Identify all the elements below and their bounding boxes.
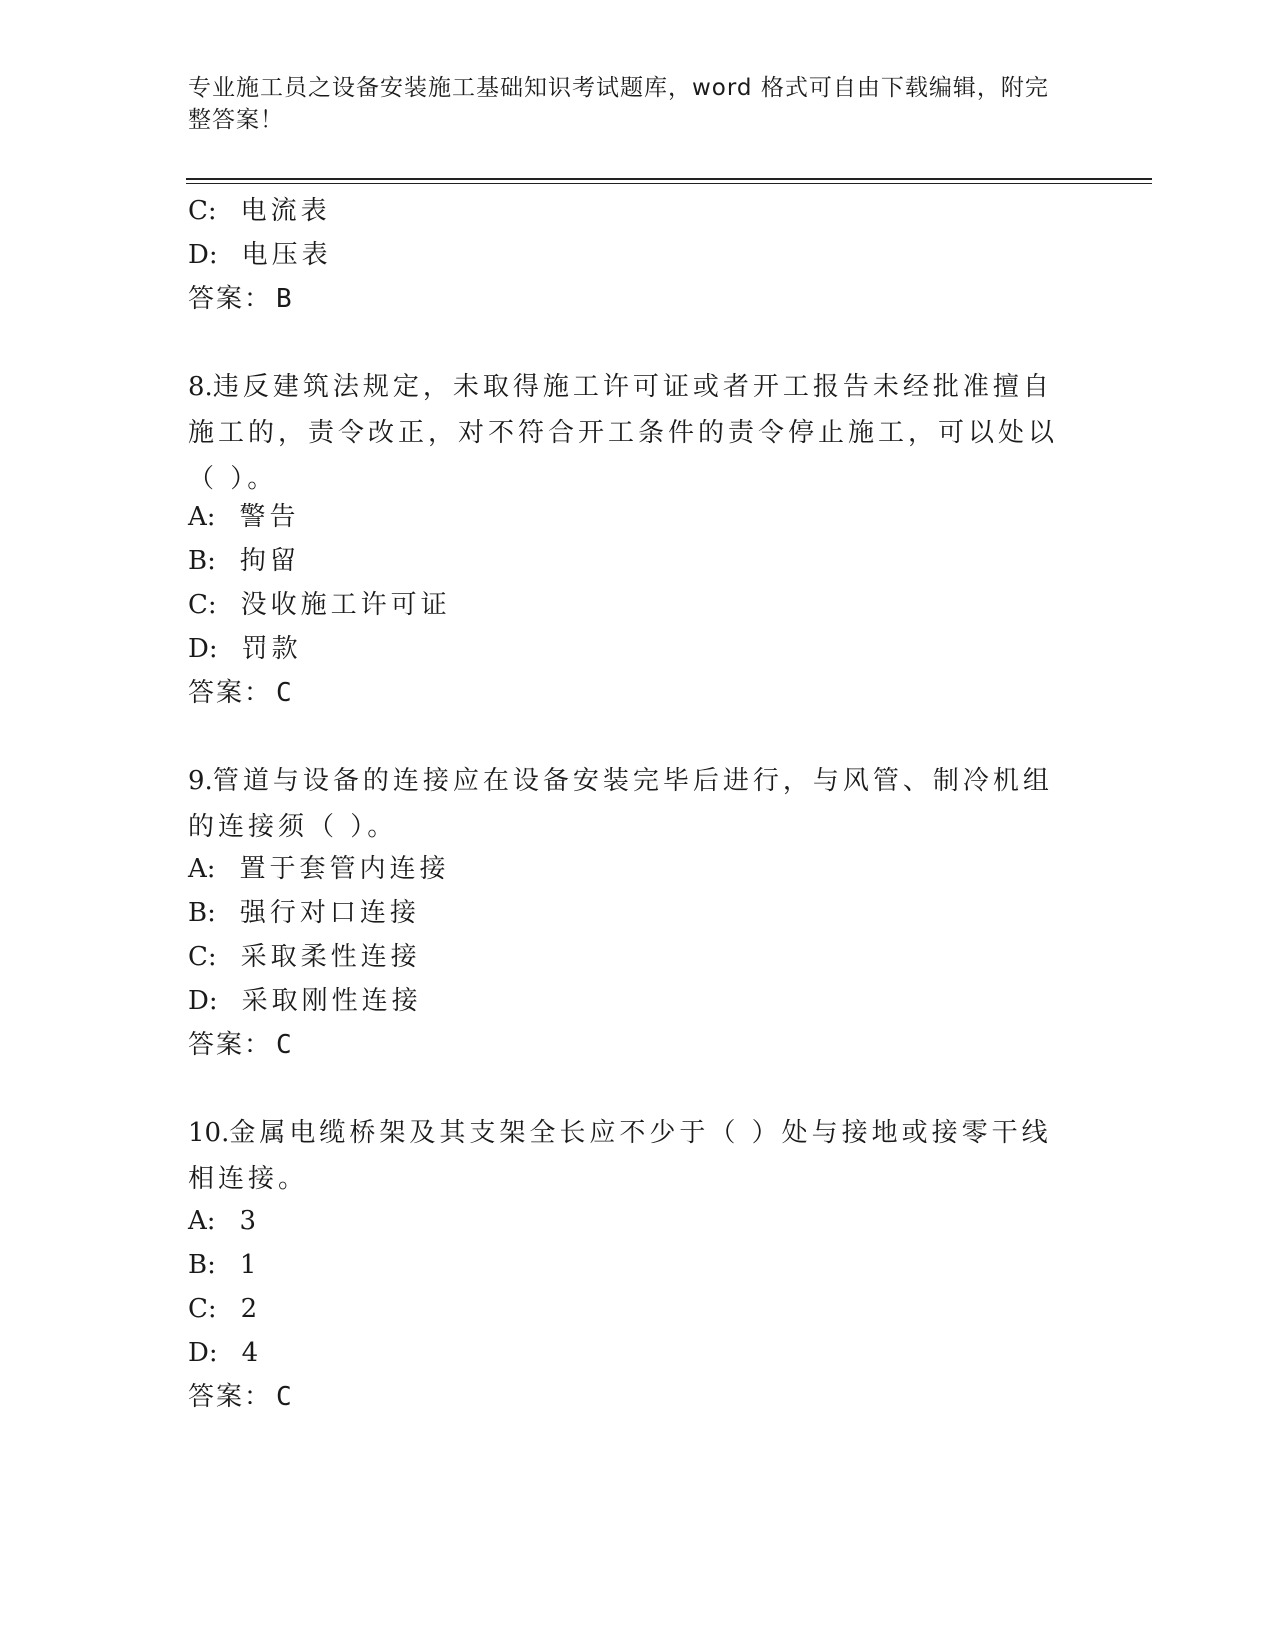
answer-value: C bbox=[276, 1030, 294, 1060]
question-text: 管道与设备的连接应在设备安装完毕后进行，与风管、制冷机组的连接须（ ）。 bbox=[188, 766, 1053, 842]
answer-value: C bbox=[276, 1382, 294, 1412]
document-header-title: 专业施工员之设备安装施工基础知识考试题库，word 格式可自由下载编辑，附完整答案！ bbox=[188, 75, 1049, 133]
option-d bbox=[188, 978, 422, 1024]
option-letter: C: bbox=[188, 1294, 217, 1324]
option-letter: A: bbox=[188, 854, 216, 884]
option-letter: B: bbox=[188, 1250, 216, 1280]
option-letter: D: bbox=[188, 1338, 218, 1368]
option-letter: A: bbox=[188, 502, 216, 532]
option-letter: C: bbox=[188, 590, 217, 620]
option-b bbox=[188, 538, 300, 584]
header-rule-thick bbox=[186, 178, 1152, 180]
option-text: 电流表 bbox=[240, 196, 331, 226]
answer-line bbox=[188, 276, 294, 322]
option-d bbox=[188, 1330, 258, 1376]
question-number: 8. bbox=[188, 372, 213, 402]
option-d bbox=[188, 232, 332, 278]
answer-line bbox=[188, 1374, 294, 1420]
option-letter: A: bbox=[188, 1206, 216, 1236]
answer-label: 答案： bbox=[188, 1030, 273, 1060]
option-a bbox=[188, 1198, 256, 1244]
option-letter: C: bbox=[188, 942, 217, 972]
option-text: 采取刚性连接 bbox=[241, 986, 422, 1016]
option-b bbox=[188, 890, 420, 936]
option-text: 置于套管内连接 bbox=[239, 854, 450, 884]
answer-label: 答案： bbox=[188, 1382, 273, 1412]
option-c bbox=[188, 188, 331, 234]
question-text: 违反建筑法规定，未取得施工许可证或者开工报告未经批准擅自施工的，责令改正，对不符合开工条件的责令停止施工，可以处以（ ）。 bbox=[188, 372, 1059, 494]
answer-line bbox=[188, 670, 294, 716]
question-number: 9. bbox=[188, 766, 213, 796]
answer-value: C bbox=[276, 678, 294, 708]
question-number: 10. bbox=[188, 1118, 230, 1148]
option-letter: C: bbox=[188, 196, 217, 226]
option-text: 拘留 bbox=[239, 546, 300, 576]
option-text: 2 bbox=[240, 1294, 258, 1324]
question-10 bbox=[188, 1110, 1058, 1202]
option-letter: D: bbox=[188, 240, 218, 270]
header-rule-thin bbox=[186, 183, 1152, 184]
option-c bbox=[188, 1286, 257, 1332]
question-9 bbox=[188, 758, 1058, 850]
option-d bbox=[188, 626, 302, 672]
option-text: 1 bbox=[239, 1250, 257, 1280]
option-a bbox=[188, 846, 450, 892]
option-text: 没收施工许可证 bbox=[240, 590, 451, 620]
option-text: 罚款 bbox=[241, 634, 302, 664]
question-text: 金属电缆桥架及其支架全长应不少于（ ）处与接地或接零干线相连接。 bbox=[188, 1118, 1052, 1194]
option-letter: B: bbox=[188, 546, 216, 576]
option-letter: D: bbox=[188, 986, 218, 1016]
option-c bbox=[188, 934, 421, 980]
option-text: 警告 bbox=[239, 502, 300, 532]
option-text: 电压表 bbox=[241, 240, 332, 270]
answer-label: 答案： bbox=[188, 678, 273, 708]
option-b bbox=[188, 1242, 256, 1288]
option-letter: B: bbox=[188, 898, 216, 928]
answer-line bbox=[188, 1022, 294, 1068]
answer-value: B bbox=[276, 284, 294, 314]
option-a bbox=[188, 494, 300, 540]
option-letter: D: bbox=[188, 634, 218, 664]
option-text: 采取柔性连接 bbox=[240, 942, 421, 972]
option-c bbox=[188, 582, 451, 628]
question-8 bbox=[188, 364, 1058, 502]
option-text: 3 bbox=[239, 1206, 257, 1236]
option-text: 强行对口连接 bbox=[239, 898, 420, 928]
answer-label: 答案： bbox=[188, 284, 273, 314]
option-text: 4 bbox=[241, 1338, 259, 1368]
